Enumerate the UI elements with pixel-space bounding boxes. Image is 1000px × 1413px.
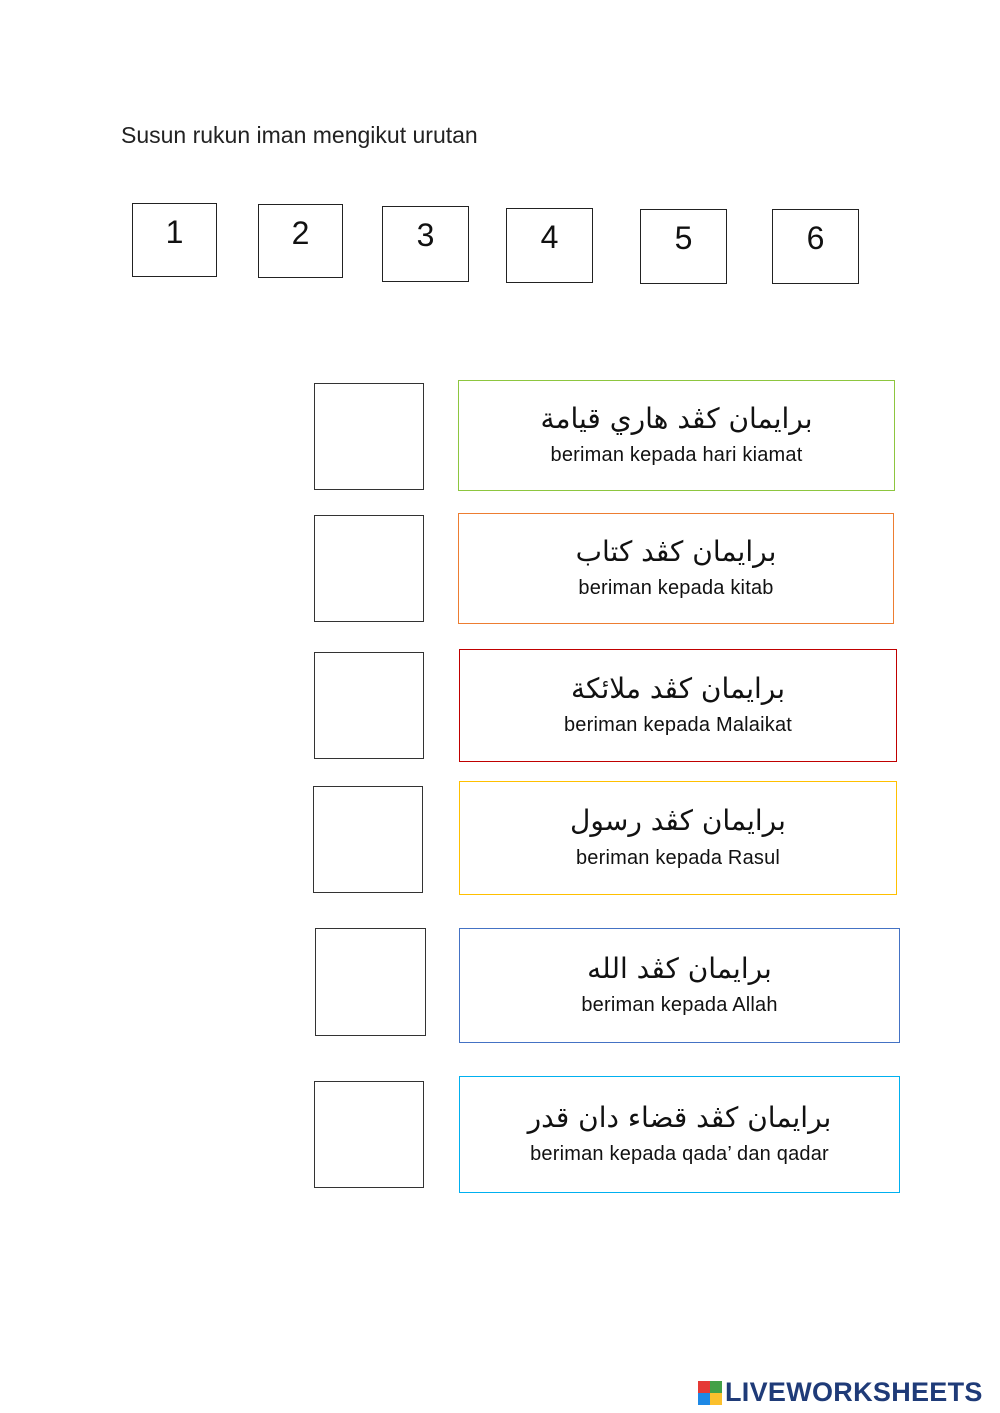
liveworksheets-logo-text: LIVEWORKSHEETS	[725, 1377, 983, 1407]
card-latin-text: beriman kepada Rasul	[575, 846, 781, 869]
number-box-5: 5	[640, 209, 727, 284]
instruction-text: Susun rukun iman mengikut urutan	[121, 122, 478, 148]
liveworksheets-logo	[698, 1377, 983, 1408]
number-box-6: 6	[772, 209, 859, 284]
card-arabic-text: برايمان كڤد الله	[587, 951, 772, 985]
card-latin-text: beriman kepada hari kiamat	[550, 444, 803, 467]
answer-box-1[interactable]	[314, 383, 424, 490]
card-latin-text: beriman kepada qada’ dan qadar	[530, 1143, 829, 1166]
card-latin-text: beriman kepada kitab	[578, 577, 774, 600]
card-malaikat[interactable]	[459, 649, 897, 762]
answer-box-2[interactable]	[314, 515, 424, 622]
card-rasul[interactable]	[459, 781, 897, 895]
answer-box-4[interactable]	[313, 786, 423, 893]
card-arabic-text: برايمان كڤد كتاب	[575, 534, 777, 568]
card-arabic-text: برايمان كڤد هاري قيامة	[540, 401, 813, 435]
number-box-1: 1	[132, 203, 217, 277]
answer-box-5[interactable]	[315, 928, 426, 1036]
card-arabic-text: برايمان كڤد قضاء دان قدر	[527, 1100, 832, 1134]
card-arabic-text: برايمان كڤد ملائكة	[570, 671, 786, 705]
number-box-3: 3	[382, 206, 469, 282]
answer-box-3[interactable]	[314, 652, 424, 759]
card-kitab[interactable]	[458, 513, 894, 624]
card-arabic-text: برايمان كڤد رسول	[570, 804, 786, 838]
card-latin-text: beriman kepada Malaikat	[563, 714, 793, 737]
card-latin-text: beriman kepada Allah	[581, 994, 778, 1017]
number-box-2: 2	[258, 204, 343, 278]
card-hari-kiamat[interactable]	[458, 380, 895, 491]
number-box-4: 4	[506, 208, 593, 283]
answer-box-6[interactable]	[314, 1081, 424, 1188]
liveworksheets-logo-icon	[698, 1381, 722, 1405]
card-allah[interactable]	[459, 928, 900, 1043]
card-qada-qadar[interactable]	[459, 1076, 900, 1193]
